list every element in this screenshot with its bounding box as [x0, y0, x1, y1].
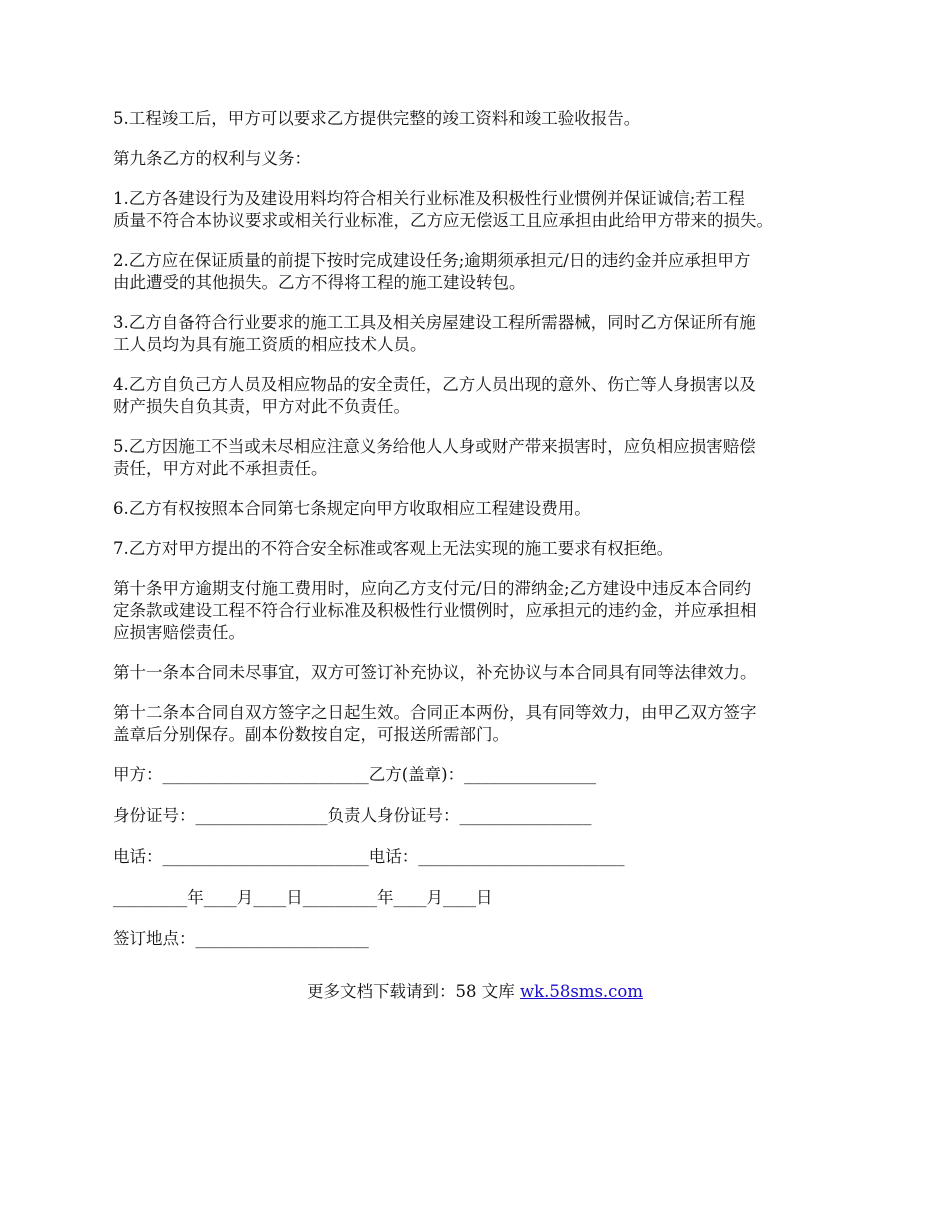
paragraph-completion-docs: 5.工程竣工后，甲方可以要求乙方提供完整的竣工资料和竣工验收报告。	[113, 109, 641, 128]
document-body	[113, 108, 853, 950]
download-footer	[0, 981, 950, 1003]
article-10: 第十条甲方逾期支付施工费用时，应向乙方支付元/日的滞纳金;乙方建设中违反本合同约 定条款或建设工程不符合行业标准及积极性行业惯例时，应承担元的违约金，并应承担相 应损害赔偿责任。	[113, 579, 757, 642]
paragraph-9-4: 4.乙方自负己方人员及相应物品的安全责任，乙方人员出现的意外、伤亡等人身损害以及 财产损失自负其责，甲方对此不负责任。	[113, 375, 756, 416]
footer-text: 更多文档下载请到：58 文库	[306, 982, 520, 1001]
paragraph-9-1: 1.乙方各建设行为及建设用料均符合相关行业标准及积极性行业惯例并保证诚信;若工程 质量不符合本协议要求或相关行业标准，乙方应无偿返工且应承担由此给甲方带来的损失。	[113, 189, 773, 230]
id-number-line: 身份证号：________________负责人身份证号：________________	[113, 806, 592, 825]
signing-place-line: 签订地点：_____________________	[113, 929, 369, 948]
signature-party-line: 甲方：_________________________乙方(盖章)：________________	[113, 765, 597, 784]
paragraph-9-7: 7.乙方对甲方提出的不符合安全标准或客观上无法实现的施工要求有权拒绝。	[113, 539, 674, 558]
article-12: 第十二条本合同自双方签字之日起生效。合同正本两份，具有同等效力，由甲乙双方签字 盖章后分别保存。副本份数按自定，可报送所需部门。	[113, 703, 757, 744]
phone-line: 电话：_________________________电话：_________________________	[113, 847, 625, 866]
footer-link[interactable]: wk.58sms.com	[519, 982, 643, 1001]
paragraph-9-2: 2.乙方应在保证质量的前提下按时完成建设任务;逾期须承担元/日的违约金并应承担甲方 由此遭受的其他损失。乙方不得将工程的施工建设转包。	[113, 251, 751, 292]
paragraph-9-3: 3.乙方自备符合行业要求的施工工具及相关房屋建设工程所需器械，同时乙方保证所有施 工人员均为具有施工资质的相应技术人员。	[113, 313, 756, 354]
article-11: 第十一条本合同未尽事宜，双方可签订补充协议，补充协议与本合同具有同等法律效力。	[113, 663, 757, 682]
article-9-heading: 第九条乙方的权利与义务：	[113, 149, 311, 168]
date-line: _________年____月____日_________年____月____日	[113, 888, 493, 907]
paragraph-9-6: 6.乙方有权按照本合同第七条规定向甲方收取相应工程建设费用。	[113, 499, 591, 518]
paragraph-9-5: 5.乙方因施工不当或未尽相应注意义务给他人人身或财产带来损害时，应负相应损害赔偿 责任，甲方对此不承担责任。	[113, 437, 756, 478]
